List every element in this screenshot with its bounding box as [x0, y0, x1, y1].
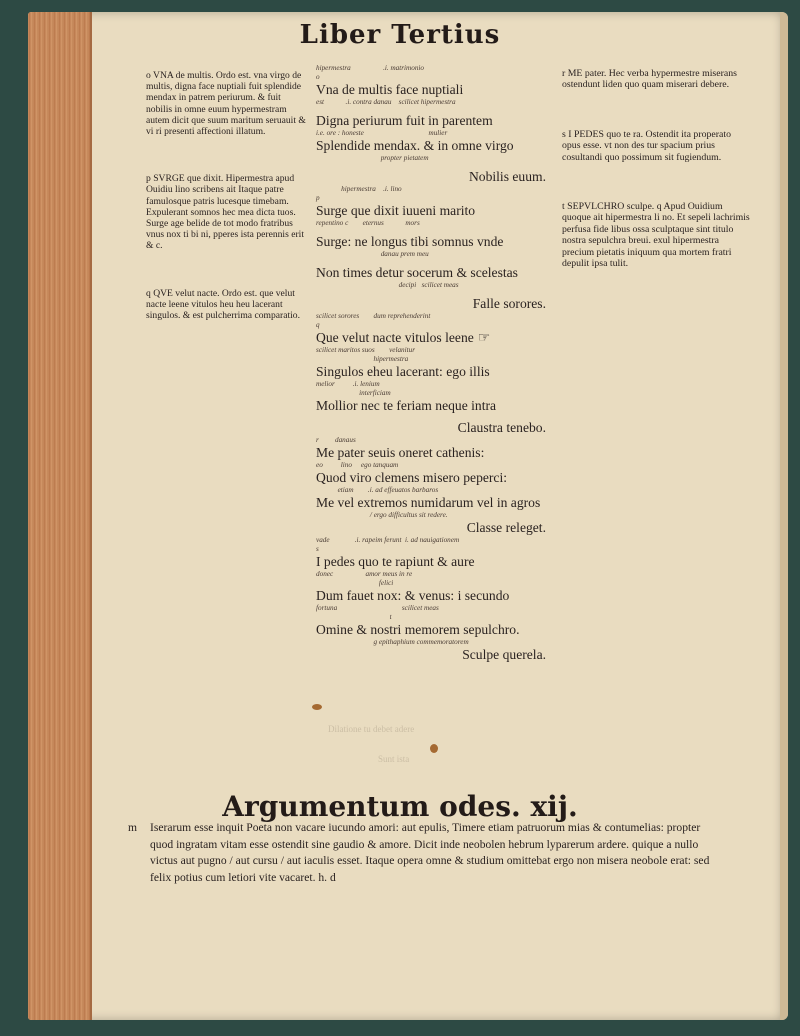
line-text: scilicet sorores dum reprehenderint: [316, 312, 431, 320]
commentary-note: s I PEDES quo te ra. Ostendit ita properato opus esse. vt non des tur spacium prius cosultandi quo possimum sit fugiendum.: [562, 128, 731, 163]
gloss-line: [316, 604, 552, 613]
line-text: hipermestra .i. matrimonio: [316, 64, 425, 72]
gloss-line: [316, 511, 552, 520]
line-text: Nobilis euum.: [468, 169, 546, 184]
gloss-line: [316, 129, 552, 138]
gloss-line: [316, 346, 552, 355]
gloss-line: [316, 312, 552, 321]
line-text: repentino c eternus mors: [316, 219, 420, 227]
verse-line: [316, 554, 552, 570]
argument-title: Argumentum odes. xij.: [222, 790, 578, 823]
page-edge-left: [28, 12, 92, 1020]
line-text: scilicet maritos suos velanitur: [316, 346, 416, 354]
line-text: o: [316, 73, 320, 81]
verse-line-right: [316, 647, 552, 663]
line-text: g epithaphium commemoratorem: [316, 638, 469, 646]
verse-line: [316, 82, 552, 98]
gloss-line: [316, 250, 552, 259]
gloss-line: [316, 98, 552, 107]
line-text: Omine & nostri memorem sepulchro.: [316, 622, 520, 637]
verse-line: [316, 138, 552, 154]
line-text: Me vel extremos numidarum vel in agros: [316, 495, 541, 510]
commentary-note: o VNA de multis. Ordo est. vna virgo de multis, digna face nuptiali fuit splendide mendax in patrem periurum. & fuit nobilis in omne euum hypermestram autem dicit que suum maritum seruauit & vi ri presenti affectioni illatum.: [146, 70, 306, 138]
line-text: Surge que dixit iuueni marito: [316, 203, 476, 218]
line-text: Vna de multis face nuptiali: [316, 82, 464, 97]
gloss-line: [316, 380, 552, 389]
commentary-note: r ME pater. Hec verba hypermestre miserans ostendunt liden quo quam miserari debere.: [562, 68, 737, 91]
line-text: felici: [316, 579, 394, 587]
line-text: Surge: ne longus tibi somnus vnde: [316, 234, 504, 249]
gloss-line: [316, 321, 552, 330]
argument-body: [128, 820, 720, 886]
stain-mark: [430, 744, 438, 753]
show-through-text: Dilatione tu debet adere: [328, 724, 415, 734]
line-text: t: [316, 613, 392, 621]
gloss-line: [316, 64, 552, 73]
line-text: decipi scilicet meas: [316, 281, 459, 289]
show-through-text: Sunt ista: [378, 754, 410, 764]
line-text: danau prem meu: [316, 250, 429, 258]
line-text: Quod viro clemens misero peperci:: [316, 470, 508, 485]
line-text: Non times detur socerum & scelestas: [316, 265, 518, 280]
line-text: Dum fauet nox: & venus: i secundo: [316, 588, 510, 603]
poem-text-block: [316, 64, 552, 663]
line-text: hipermestra .i. lino: [316, 185, 402, 193]
line-text: propter pietatem: [316, 154, 429, 162]
left-commentary: [146, 70, 308, 357]
gloss-line: [316, 579, 552, 588]
line-text: Mollior nec te feriam neque intra: [316, 398, 497, 413]
verse-line: [316, 203, 552, 219]
verse-line-right: [316, 420, 552, 436]
verse-line: [316, 470, 552, 486]
pointing-hand-icon: ☞: [477, 331, 491, 346]
gloss-line: [316, 389, 552, 398]
line-text: etiam .i. ad effeuatos barbaros: [316, 486, 439, 494]
line-text: interficiam: [316, 389, 391, 397]
verse-line: [316, 495, 552, 511]
verse-line-right: [316, 296, 552, 312]
commentary-note: t SEPVLCHRO sculpe. q Apud Ouidium quoque ait hipermestra li no. Et sepeli lachrimis perfusa fide libus ossa sculptaque sint titulo nostra sepulchra breui. exul hipermestra precium pietatis iniquum qua mortem fratri depulit ipsa tulit.: [562, 201, 750, 270]
gloss-line: [316, 461, 552, 470]
gloss-line: [316, 185, 552, 194]
gloss-line: [316, 638, 552, 647]
gloss-line: [316, 570, 552, 579]
gloss-line: [316, 486, 552, 495]
verse-line: [316, 398, 552, 414]
verse-line: [316, 265, 552, 281]
line-text: est .i. contra danau scilicet hipermestra: [316, 98, 456, 106]
page-header-title: Liber Tertius: [299, 20, 501, 50]
verse-line: [316, 113, 552, 129]
argument-text: Iserarum esse inquit Poeta non vacare iucundo amori: aut epulis, Timere etiam patruorum mias & contumelias: propter quod ingratam vitam esse ostendit sine gaudio & amore. Dicit inde neobolen hebrum lyparerum ardere. quique a nullo victus aut pugno / aut cursu / aut iaculis esset. Itaque opera omne & studium omittebat ergo non misera neobole erat: sed felix potius cum letiori vite vacaret. h. d: [150, 821, 710, 884]
line-text: Claustra tenebo.: [457, 420, 546, 435]
gloss-line: [316, 219, 552, 228]
line-text: Splendide mendax. & in omne virgo: [316, 138, 514, 153]
verse-line-right: [316, 520, 552, 536]
line-text: hipermestra: [316, 355, 409, 363]
line-text: I pedes quo te rapiunt & aure: [316, 554, 475, 569]
commentary-note: p SVRGE que dixit. Hipermestra apud Ouidiu lino scribens ait Itaque patre famulosque patris lucesque timebam. Expulerant somnos hec mea dicta tuos. Surge age belide de tot modo fratribus vnus nox ti bi ni, pperes ista perennis erit & c.: [146, 173, 305, 252]
line-text: p: [316, 194, 320, 202]
gloss-line: [316, 545, 552, 554]
line-text: Classe releget.: [466, 520, 546, 535]
gloss-line: [316, 613, 552, 622]
line-text: Que velut nacte vitulos leene: [316, 330, 474, 345]
gloss-line: [316, 73, 552, 82]
line-text: Sculpe querela.: [462, 647, 546, 662]
line-text: q: [316, 321, 320, 329]
argument-marker: m: [128, 821, 138, 834]
verse-line: [316, 330, 552, 346]
line-text: Falle sorores.: [472, 296, 546, 311]
gloss-line: [316, 436, 552, 445]
verse-line: [316, 364, 552, 380]
verse-line: [316, 445, 552, 461]
verse-line: [316, 588, 552, 604]
gloss-line: [316, 281, 552, 290]
line-text: / ergo difficultus sit redere.: [316, 511, 448, 519]
line-text: donec amor meus in re: [316, 570, 413, 578]
line-text: vade .i. rapeim ferunt i. ad nauigationem: [316, 536, 460, 544]
gloss-line: [316, 355, 552, 364]
gloss-line: [316, 536, 552, 545]
commentary-note: q QVE velut nacte. Ordo est. que velut nacte leene vitulos heu heu lacerant singulos. & est pulcherrima comparatio.: [146, 287, 300, 322]
gloss-line: [316, 194, 552, 203]
page-edge-right: [780, 12, 788, 1020]
right-commentary: [562, 68, 750, 307]
gloss-line: [316, 154, 552, 163]
line-text: eo lino ego tanquam: [316, 461, 399, 469]
verse-line: [316, 234, 552, 250]
line-text: fortuna scilicet meas: [316, 604, 439, 612]
line-text: Singulos eheu lacerant: ego illis: [316, 364, 490, 379]
line-text: melior .i. lenium: [316, 380, 380, 388]
line-text: r danaus: [316, 436, 356, 444]
line-text: s: [316, 545, 319, 553]
stain-mark: [312, 704, 322, 710]
verse-line-right: [316, 169, 552, 185]
line-text: Me pater seuis oneret cathenis:: [316, 445, 485, 460]
verse-line: [316, 622, 552, 638]
line-text: i.e. ore : honeste mulier: [316, 129, 448, 137]
line-text: Digna periurum fuit in parentem: [316, 113, 493, 128]
